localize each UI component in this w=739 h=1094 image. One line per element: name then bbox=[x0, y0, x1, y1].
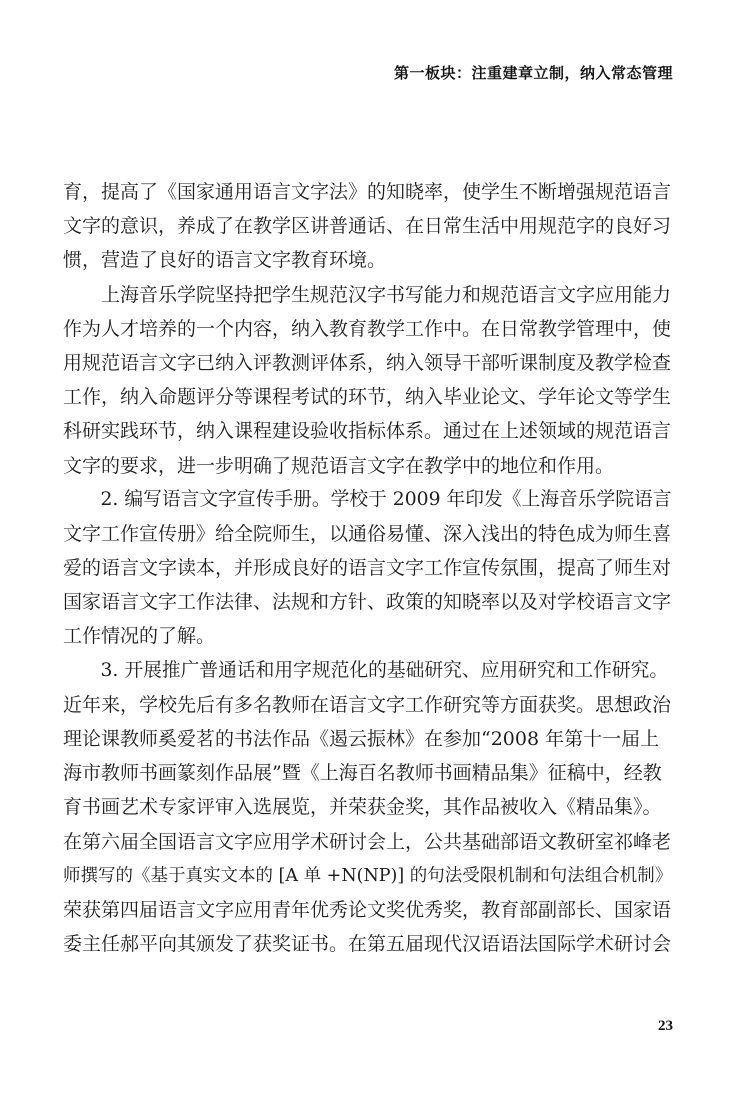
text-line: 荣获第四届语言文字应用青年优秀论文奖优秀奖，教育部副部长、国家语 bbox=[63, 898, 672, 921]
text-line: 文字的要求，进一步明确了规范语言文字在教学中的地位和作用。 bbox=[63, 454, 615, 477]
text-line: 国家语言文字工作法律、法规和方针、政策的知晓率以及对学校语言文字 bbox=[63, 591, 672, 614]
text-line: 师撰写的《基于真实文本的 [A 单 +N(NP)] 的句法受限机制和句法组合机制》 bbox=[63, 865, 673, 886]
text-line: 用规范语言文字已纳入评教测评体系，纳入领导干部听课制度及教学检查 bbox=[63, 351, 672, 374]
text-line: 惯，营造了良好的语言文字教育环境。 bbox=[63, 249, 387, 272]
text-line: 委主任郝平向其颁发了获奖证书。在第五届现代汉语语法国际学术研讨会 bbox=[63, 933, 672, 956]
text-line: 科研实践环节，纳入课程建设验收指标体系。通过在上述领域的规范语言 bbox=[63, 420, 672, 443]
text-line: 工作，纳入命题评分等课程考试的环节，纳入毕业论文、学年论文等学生 bbox=[63, 386, 672, 409]
text-line: 爱的语言文字读本，并形成良好的语言文字工作宣传氛围，提高了师生对 bbox=[63, 557, 672, 580]
text-line: 2. 编写语言文字宣传手册。学校于 2009 年印发《上海音乐学院语言 bbox=[63, 488, 672, 510]
text-line: 理论课教师奚爱茗的书法作品《遏云振林》在参加“2008 年第十一届上 bbox=[63, 728, 660, 750]
text-line: 海市教师书画篆刻作品展”暨《上海百名教师书画精品集》征稿中，经教 bbox=[63, 762, 662, 785]
text-line: 上海音乐学院坚持把学生规范汉字书写能力和规范语言文字应用能力 bbox=[63, 283, 672, 306]
text-line: 工作情况的了解。 bbox=[63, 625, 216, 648]
page-number: 23 bbox=[658, 1018, 673, 1034]
running-header: 第一板块：注重建章立制，纳入常态管理 bbox=[393, 64, 673, 82]
text-line: 作为人才培养的一个内容，纳入教育教学工作中。在日常教学管理中，使 bbox=[63, 317, 672, 340]
text-line: 文字的意识，养成了在教学区讲普通话、在日常生活中用规范字的良好习 bbox=[63, 215, 672, 238]
text-line: 近年来，学校先后有多名教师在语言文字工作研究等方面获奖。思想政治 bbox=[63, 693, 672, 716]
text-line: 育，提高了《国家通用语言文字法》的知晓率，使学生不断增强规范语言 bbox=[63, 181, 672, 203]
text-line: 文字工作宣传册》给全院师生，以通俗易懂、深入浅出的特色成为师生喜 bbox=[63, 522, 672, 545]
text-line: 在第六届全国语言文字应用学术研讨会上，公共基础部语文教研室祁峰老 bbox=[63, 830, 672, 853]
text-line: 3. 开展推广普通话和用字规范化的基础研究、应用研究和工作研究。 bbox=[63, 659, 669, 681]
text-line: 育书画艺术专家评审入选展览，并荣获金奖，其作品被收入《精品集》。 bbox=[63, 796, 662, 819]
body-text bbox=[63, 175, 675, 961]
